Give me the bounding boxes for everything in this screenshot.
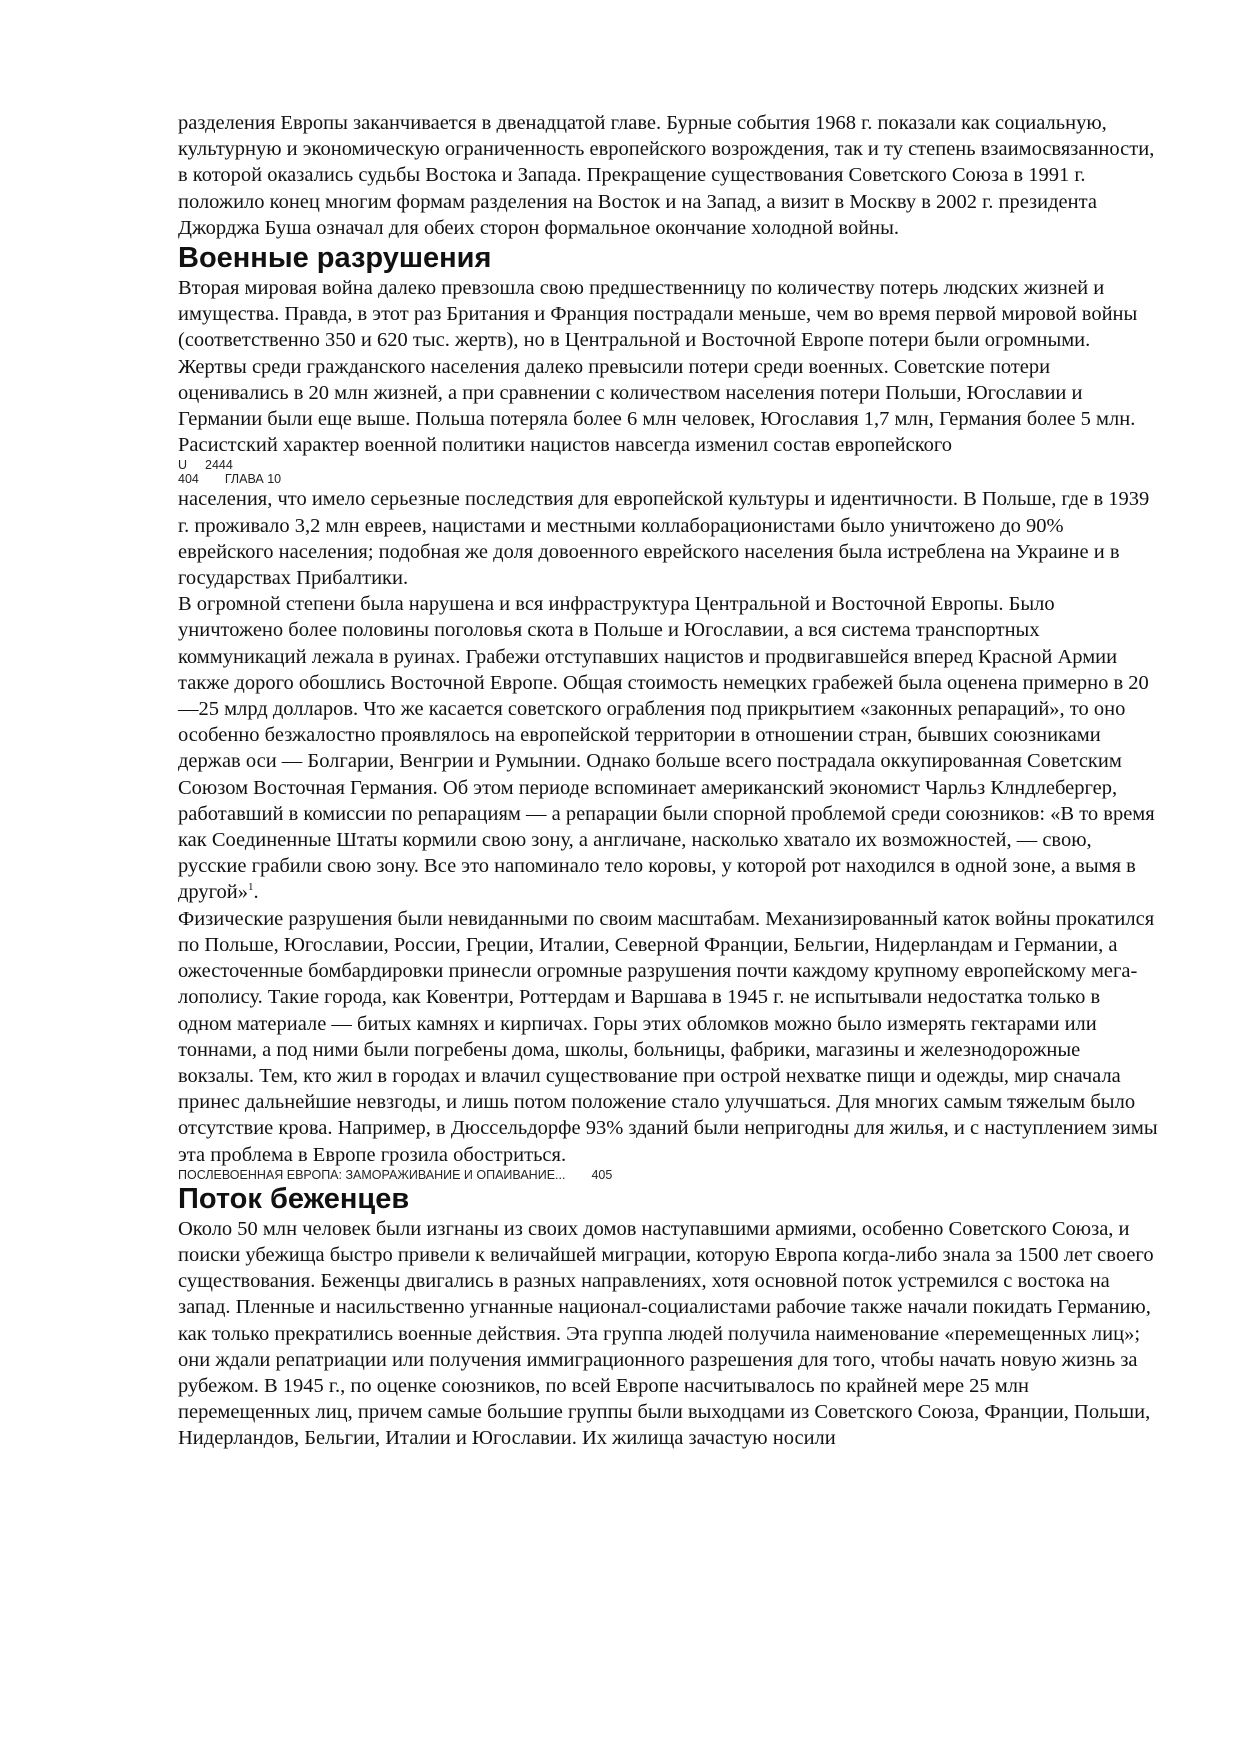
document-page [178, 110, 1158, 1452]
heading-war-damage: Военные разрушения [178, 242, 492, 275]
paragraph-population-losses: населения, что имело серьезные последствия для европейской культуры и идентичности. В Польше, где в 1939 г. проживало 3,2 млн евреев, нацистами и местными коллаборационистами было уничтожено до 90% еврейского населения; подобная же доля довоенного еврейского населения была истреблена на Украине и в государствах Прибалтики. [178, 488, 1150, 590]
paragraph-physical-destruction: Физические разрушения были невиданными по своим масштабам. Механизированный каток войны прокатился по Польше, Югославии, России, Греции, Италии, Северной Франции, Бельгии, Нидерландам и Германии, а ожесточенные бомбардировки принесли огромные разрушения почти каждому крупному европейскому мега-лополису. Такие города, как Ковентри, Роттердам и Варшава в 1945 г. не испытывали недостатка только в одном материале — битых камнях и кирпичах. Горы этих обломков можно было измерять гектарами или тоннами, а под ними были погребены дома, школы, больницы, фабрики, магазины и железнодорожные вокзалы. Тем, кто жил в городах и влачил существование при острой нехватке пищи и одежды, мир сначала принес дальнейшие невзгоды, и лишь потом положение стало улучшаться. Для многих самым тяжелым было отсутствие крова. Например, в Дюссельдорфе 93% зданий были непригодны для жилья, и с наступлением зимы эта проблема в Европе грозила обостриться. [178, 907, 1158, 1166]
heading-refugees: Поток беженцев [178, 1182, 410, 1215]
chapter-title-404: ГЛАВА 10 [224, 472, 282, 487]
page-number-404: 404 [178, 472, 199, 487]
paragraph-war-losses: Вторая мировая война далеко превзошла свою предшественницу по количеству потерь людских жизней и имущества. Правда, в этот раз Британия и Франция пострадали меньше, чем во время первой мировой войны (соответственно 350 и 620 тыс. жертв), но в Центральной и Восточной Европе потери были огромными. Жертвы среди гражданского населения далеко превысили потери среди военных. Советские потери оценивались в 20 млн жизней, а при сравнении с количеством населения потери Польши, Югославии и Германии были еще выше. Польша потеряла более 6 млн человек, Югославия 1,7 млн, Германия более 5 млн. Расистский характер военной политики нацистов навсегда изменил состав европейского [178, 277, 1138, 457]
footnote-marker[interactable]: 1 [248, 881, 254, 894]
scan-stamp-letter: U [178, 458, 188, 473]
running-head-404 [178, 472, 1158, 486]
running-head-405 [178, 1168, 1158, 1182]
paragraph-intro-end: разделения Европы заканчивается в двенадцатой главе. Бурные события 1968 г. показали как социальную, культурную и экономическую ограниченность европейского возрождения, так и ту степень взаимосвязанности, в которой оказались судьбы Востока и Запада. Прекращение существования Советского Союза в 1991 г. положило конец многим формам разделения на Восток и на Запад, а визит в Москву в 2002 г. президента Джорджа Буша означал для обеих сторон формальное окончание холодной войны. [178, 112, 1155, 239]
page-number-405: 405 [591, 1167, 613, 1182]
paragraph-infrastructure-end: . [253, 881, 259, 904]
paragraph-infrastructure [178, 591, 1158, 905]
scan-stamp [178, 458, 1158, 472]
scan-stamp-number: 2444 [205, 458, 233, 473]
paragraph-infrastructure-text: В огромной степени была нарушена и вся инфраструктура Центральной и Восточной Европы. Было уничтожено более половины поголовья скота в Польше и Югославии, а вся система транспортных коммуникаций лежала в руинах. Грабежи отступавших нацистов и продвигавшейся вперед Красной Армии также дорого обошлись Восточной Европе. Общая стоимость немецких грабежей была оценена примерно в 20—25 млрд долларов. Что же касается советского ограбления под прикрытием «законных репараций», то оно особенно безжалостно проявлялось на европейской территории в отношении стран, бывших союзниками держав оси — Болгарии, Венгрии и Румынии. Однако больше всего пострадала оккупированная Советским Союзом Восточная Германия. Об этом периоде вспоминает американский экономист Чарльз Клндлебергер, работавший в комиссии по репарациям — а репарации были спорной проблемой среди союзников: «В то время как Соединенные Штаты кормили свою зону, а англичане, насколько хватало их возможностей, — свою, русские грабили свою зону. Все это напоминало тело коровы, у которой рот находился в одной зоне, а вымя в другой» [178, 593, 1155, 904]
paragraph-refugee-flow: Около 50 млн человек были изгнаны из своих домов наступавшими армиями, особенно Советского Союза, и поиски убежища быстро привели к величайшей миграции, которую Европа когда-либо знала за 1500 лет своего существования. Беженцы двигались в разных направлениях, хотя основной поток устремился с востока на запад. Пленные и насильственно угнанные национал-социалистами рабочие также начали покидать Германию, как только прекратились военные действия. Эта группа людей получила наименование «перемещенных лиц»; они ждали репатриации или получения иммиграционного разрешения для того, чтобы начать новую жизнь за рубежом. В 1945 г., по оценке союзников, по всей Европе насчитывалось по крайней мере 25 млн перемещенных лиц, причем самые большие группы были выходцами из Советского Союза, Франции, Польши, Нидерландов, Бельгии, Италии и Югославии. Их жилища зачастую носили [178, 1217, 1154, 1450]
chapter-title-405: ПОСЛЕВОЕННАЯ ЕВРОПА: ЗАМОРАЖИВАНИЕ И ОПАИВАНИЕ... [178, 1167, 566, 1182]
